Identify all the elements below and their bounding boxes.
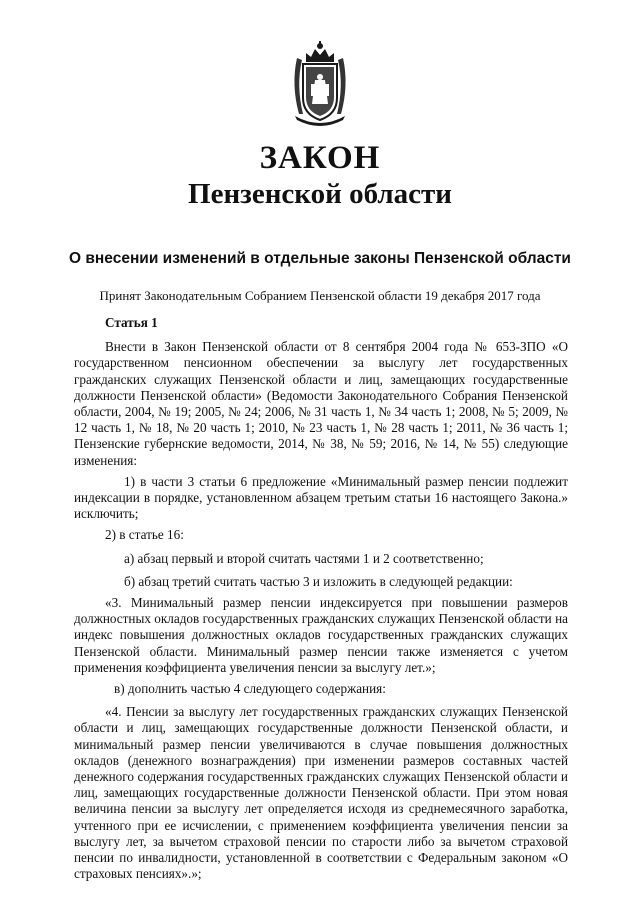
adoption-note: Принят Законодательным Собранием Пензенской области 19 декабря 2017 года — [99, 288, 541, 303]
article-paragraph: Внести в Закон Пензенской области от 8 сентября 2004 года № 653-ЗПО «О государственном пенсионном обеспечении за выслугу лет государственных гражданских служащих Пензенской области и лиц, замещающих государственные должности Пензенской области» (Ведомости Законодательного Собрания Пензенской области, 2004, № 19; 2005, № 24; 2006, № 31 часть 1, № 34 часть 1; 2008, № 5; 2009, № 12 часть 1, № 18, № 20 часть 1; 2010, № 23 часть 1, № 28 часть 1; 2011, № 36 часть 1; Пензенские губернские ведомости, 2014, № 38, № 59; 2016, № 14, № 55) следующие изменения: — [74, 339, 568, 468]
article-heading: Статья 1 — [105, 315, 158, 330]
article-paragraph: 2) в статье 16: — [105, 527, 184, 543]
law-subject-heading: О внесении изменений в отдельные законы Пензенской области — [69, 250, 571, 267]
article-paragraph: 1) в части 3 статьи 6 предложение «Минимальный размер пенсии подлежит индексации в порядке, установленном абзацем третьим статьи 16 настоящего Закона.» исключить; — [74, 473, 568, 522]
article-paragraph: б) абзац третий считать частью 3 и изложить в следующей редакции: — [124, 573, 513, 589]
article-paragraph: «3. Минимальный размер пенсии индексируется при повышении размеров должностных окладов государственных гражданских служащих Пензенской области на индекс повышения должностных окладов государственных гражданских служащих Пензенской области. Минимальный размер пенсии также изменяется с учетом применения коэффициента увеличения пенсии за выслугу лет.»; — [74, 595, 568, 675]
law-body — [74, 315, 568, 883]
article-paragraph: «4. Пенсии за выслугу лет государственных гражданских служащих Пензенской области и лиц, замещающих государственные должности Пензенской области, и минимальный размер пенсии увеличиваются в случае повышения должностных окладов (денежного вознаграждения) при изменении размеров составных частей денежного содержания государственных гражданских служащих Пензенской области и лиц, замещающих государственные должности Пензенской области. При этом новая величина пенсии за выслугу лет определяется исходя из среднемесячного заработка, учтенного при ее исчислении, с применением коэффициента увеличения пенсии за выслугу лет, за вычетом страховой пенсии по старости либо за вычетом страховой пенсии по инвалидности, установленной в соответствии с Федеральным законом «О страховых пенсиях».»; — [74, 704, 568, 882]
document-title: ЗАКОН — [259, 140, 381, 176]
article-paragraph: в) дополнить частью 4 следующего содержания: — [114, 681, 386, 697]
article-paragraph: а) абзац первый и второй считать частями 1 и 2 соответственно; — [124, 550, 484, 566]
coat-of-arms-icon — [289, 40, 351, 126]
document-subtitle: Пензенской области — [188, 178, 452, 210]
